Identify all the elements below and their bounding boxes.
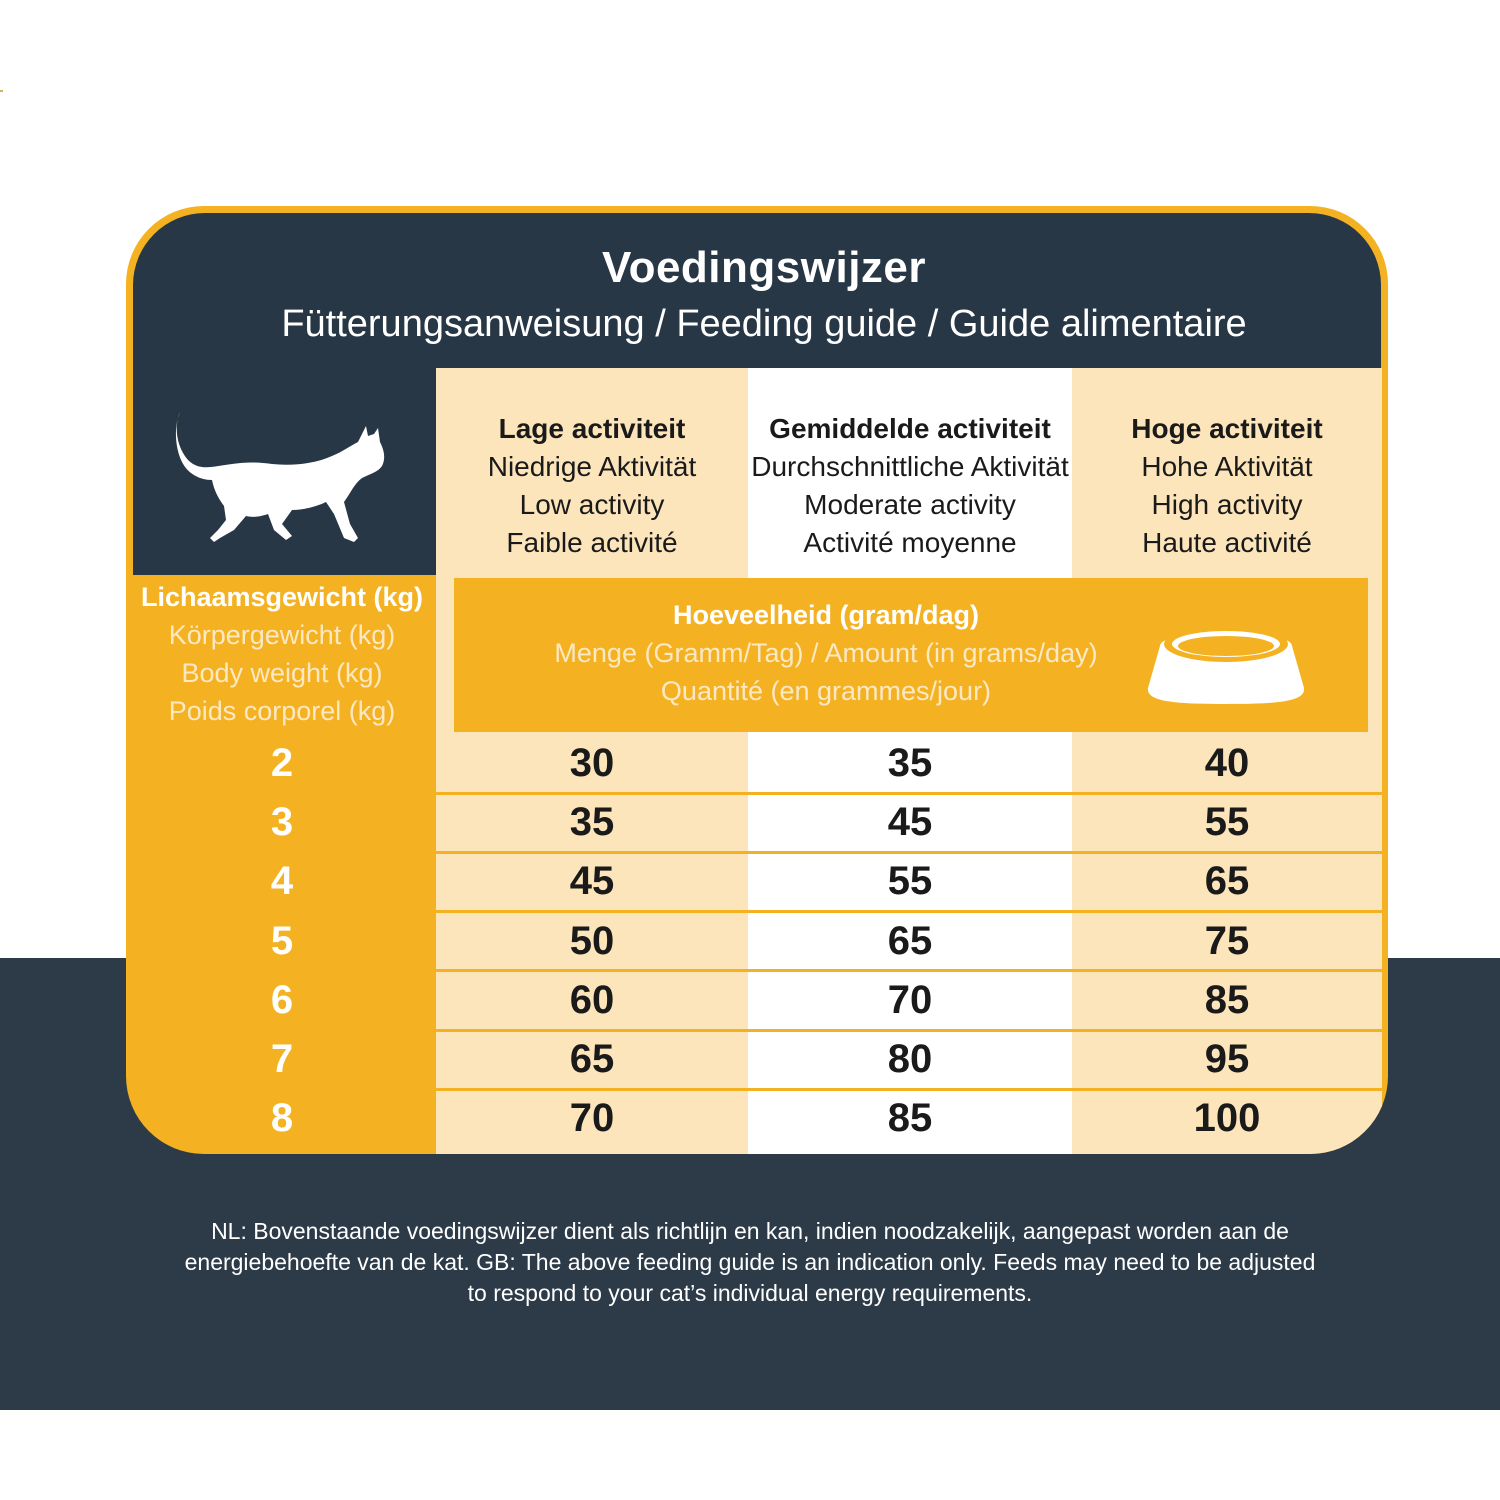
footnote [150, 1216, 1350, 1309]
high-activity-cell: 100 [1193, 1096, 1261, 1141]
high-activity-cell: 40 [1204, 741, 1250, 785]
moderate-activity-cell: 55 [887, 859, 933, 904]
high-activity-cell: 65 [1204, 859, 1250, 904]
low-activity-cell: 60 [569, 977, 615, 1022]
high-activity-cell: 75 [1204, 918, 1250, 963]
col-high-nl: Hoge activiteit [1131, 413, 1323, 444]
amount-label-de-en: Menge (Gramm/Tag) / Amount (in grams/day) [554, 638, 1098, 668]
food-bowl-icon [1146, 610, 1306, 706]
high-activity-cell: 55 [1204, 800, 1250, 845]
col-mid-de: Durchschnittliche Aktivität [751, 451, 1069, 482]
weight-cell: 6 [270, 977, 294, 1022]
high-activity-cell: 85 [1204, 977, 1250, 1022]
footnote-line-2: energiebehoefte van de kat. GB: The above feeding guide is an indication only. Feeds may need to be adjusted [184, 1249, 1316, 1275]
col-low-de: Niedrige Aktivität [487, 451, 697, 482]
weight-label-nl: Lichaamsgewicht (kg) [140, 582, 424, 612]
weight-column-label [126, 578, 438, 730]
page-subtitle: Fütterungsanweisung / Feeding guide / Guide alimentaire [281, 303, 1247, 345]
amount-label-fr: Quantité (en grammes/jour) [660, 676, 992, 706]
moderate-activity-cell: 35 [887, 741, 933, 785]
moderate-activity-cell: 85 [887, 1096, 933, 1141]
footnote-line-1: NL: Bovenstaande voedingswijzer dient als richtlijn en kan, indien noodzakelijk, aangepast worden aan de [211, 1218, 1289, 1244]
col-high-de: Hohe Aktivität [1141, 451, 1313, 482]
column-header-low [436, 410, 748, 562]
weight-cell: 2 [270, 741, 294, 785]
low-activity-cell: 50 [569, 918, 615, 963]
table-row [126, 734, 1382, 793]
low-activity-cell: 35 [569, 800, 615, 845]
table-row [126, 1030, 1382, 1089]
page-title: Voedingswijzer [601, 243, 927, 292]
amount-label-nl: Hoeveelheid (gram/dag) [672, 600, 980, 630]
amount-label [454, 596, 1198, 710]
table-row [126, 912, 1382, 971]
weight-label-de: Körpergewicht (kg) [168, 620, 396, 650]
moderate-activity-cell: 45 [887, 800, 933, 845]
column-header-mid [748, 410, 1072, 562]
table-row [126, 971, 1382, 1030]
col-mid-fr: Activité moyenne [803, 527, 1017, 558]
weight-label-fr: Poids corporel (kg) [168, 696, 396, 726]
moderate-activity-cell: 65 [887, 918, 933, 963]
weight-cell: 7 [270, 1037, 294, 1081]
col-mid-nl: Gemiddelde activiteit [769, 413, 1051, 444]
column-header-high [1072, 410, 1382, 562]
weight-label-en: Body weight (kg) [181, 658, 383, 688]
table-row [126, 852, 1382, 911]
col-mid-en: Moderate activity [804, 489, 1016, 520]
col-high-fr: Haute activité [1142, 527, 1312, 558]
feeding-guide-card [126, 206, 1388, 1154]
col-high-en: High activity [1151, 489, 1303, 520]
low-activity-cell: 70 [569, 1096, 615, 1141]
col-low-nl: Lage activiteit [498, 413, 686, 444]
low-activity-cell: 65 [569, 1037, 615, 1081]
col-low-en: Low activity [519, 489, 665, 520]
col-low-fr: Faible activité [506, 527, 678, 558]
amount-band [454, 578, 1368, 732]
corner-mark [0, 90, 3, 92]
table-row [126, 793, 1382, 852]
weight-cell: 5 [270, 918, 294, 963]
moderate-activity-cell: 70 [887, 977, 933, 1022]
cat-icon [174, 406, 390, 556]
moderate-activity-cell: 80 [887, 1037, 933, 1081]
table-row [126, 1089, 1382, 1148]
weight-cell: 8 [270, 1096, 294, 1141]
low-activity-cell: 30 [569, 741, 615, 785]
weight-cell: 4 [270, 859, 294, 904]
weight-cell: 3 [270, 800, 294, 845]
high-activity-cell: 95 [1204, 1037, 1250, 1081]
footnote-line-3: to respond to your cat’s individual energy requirements. [467, 1280, 1033, 1306]
low-activity-cell: 45 [569, 859, 615, 904]
